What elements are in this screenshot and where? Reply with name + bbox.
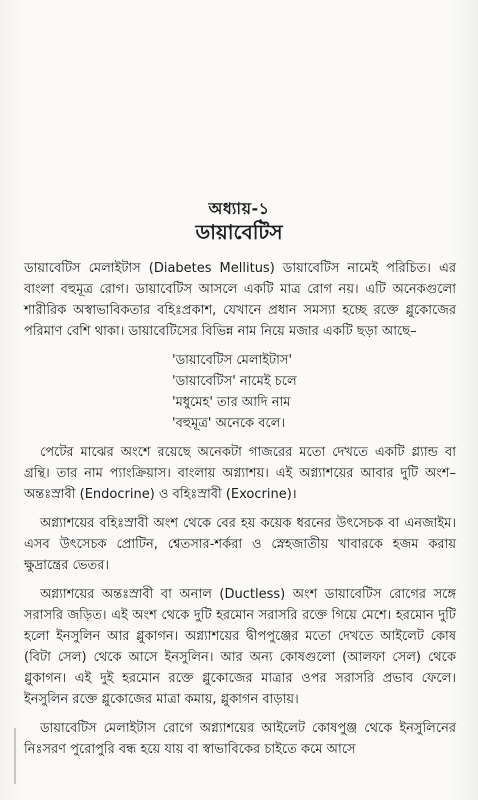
paragraph-diabetes-mellitus: ডায়াবেটিস মেলাইটাস রোগে অগ্ন্যাশয়ের আইলেট কোষপুঞ্জ থেকে ইনসুলিনের নিঃসরণ পুরোপুরি বন্ধ হয়ে যায় বা স্বাভাবিকের চাইতে কমে আসে xyxy=(24,721,456,757)
body-text xyxy=(24,258,456,768)
verse-line: 'ডায়াবেটিস মেলাইটাস' xyxy=(172,353,293,368)
rhyme-verse xyxy=(24,350,456,434)
paragraph-endocrine: অগ্ন্যাশয়ের অন্তঃস্রাবী বা অনাল (Ductless) অংশ ডায়াবেটিস রোগের সঙ্গে সরাসরি জড়িত। এই অংশ থেকে দুটি হরমোন সরাসরি রক্তে গিয়ে মেশে। হরমোন দুটি হলো ইনসুলিন আর গ্লুকাগন। অগ্ন্যাশয়ের দ্বীপপুঞ্জের মতো দেখতে আইলেট কোষ (বিটা সেল) থেকে আসে ইনসুলিন। আর অন্য কোষগুলো (আলফা সেল) থেকে গ্লুকাগন। এই দুই হরমোন রক্তে গ্লুকোজের মাত্রার ওপর সরাসরি প্রভাব ফেলে। ইনসুলিন রক্তে গ্লুকোজের মাত্রা কমায়, গ্লুকাগন বাড়ায়। xyxy=(24,587,456,707)
chapter-title: ডায়াবেটিস xyxy=(195,220,283,244)
verse-line: 'মধুমেহ' তার আদি নাম xyxy=(172,395,291,410)
chapter-label: অধ্যায়-১ xyxy=(208,199,270,218)
verse-line: 'ডায়াবেটিস' নামেই চলে xyxy=(172,374,297,389)
paragraph-intro: ডায়াবেটিস মেলাইটাস (Diabetes Mellitus) ডায়াবেটিস নামেই পরিচিত। এর বাংলা বহুমূত্র রোগ। ডায়াবেটিস আসলে একটি মাত্র রোগ নয়। এটি অনেকগুলো শারীরিক অস্বাভাবিকতার বহিঃপ্রকাশ, যেখানে প্রধান সমস্যা হচ্ছে রক্তে গ্লুকোজের পরিমাণ বেশি থাকা। ডায়াবেটিসের বিভিন্ন নাম নিয়ে মজার একটি ছড়া আছে– xyxy=(24,261,456,339)
page-margin-mark xyxy=(14,728,16,784)
paragraph-exocrine: অগ্ন্যাশয়ের বহিঃস্রাবী অংশ থেকে বের হয় কয়েক ধরনের উৎসেচক বা এনজাইম। এসব উৎসেচক প্রোটিন, শ্বেতসার-শর্করা ও স্নেহজাতীয় খাবারকে হজম করায় ক্ষুদ্রান্ত্রের ভেতর। xyxy=(24,516,456,573)
paragraph-pancreas: পেটের মাঝের অংশে রয়েছে অনেকটা গাজরের মতো দেখতে একটি গ্ল্যান্ড বা গ্রন্থি। তার নাম প্যাংক্রিয়াস। বাংলায় অগ্ন্যাশয়। এই অগ্ন্যাশয়ের আবার দুটি অংশ–অন্তঃস্রাবী (Endocrine) ও বহিঃস্রাবী (Exocrine)। xyxy=(24,445,456,502)
verse-line: 'বহুমূত্র' অনেকে বলে। xyxy=(172,416,286,431)
